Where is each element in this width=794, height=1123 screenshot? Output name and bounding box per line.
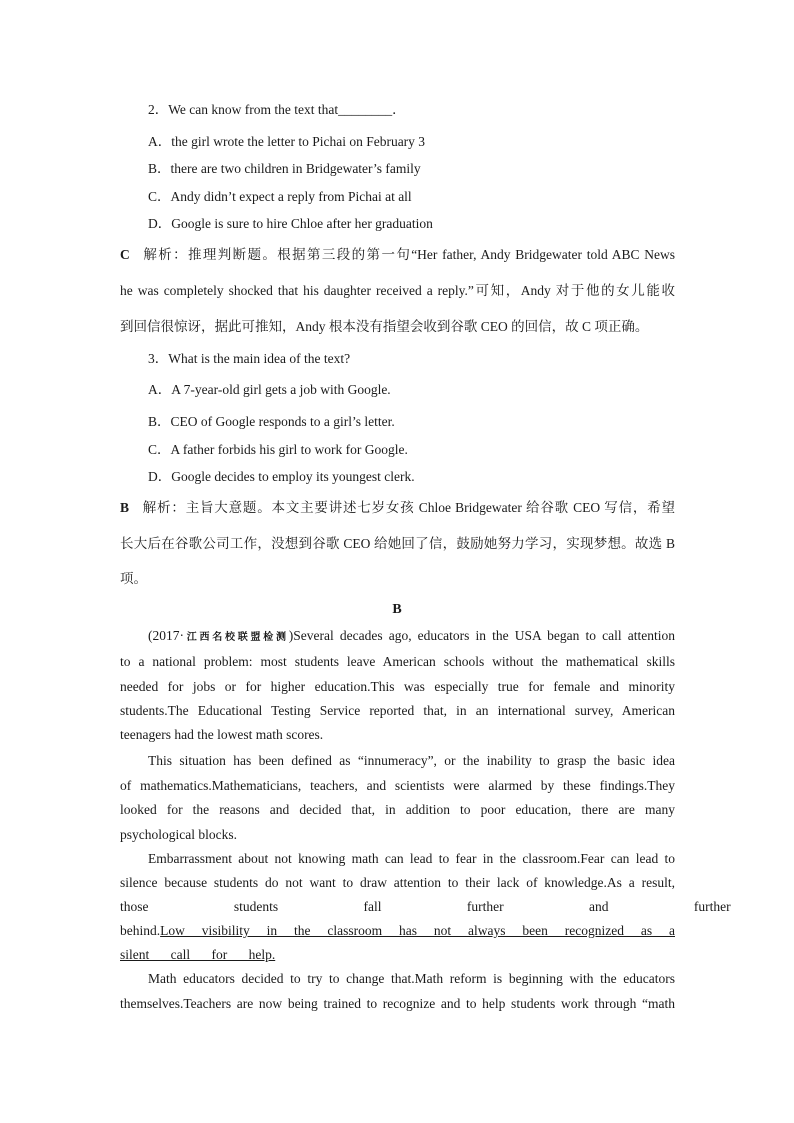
passage-p3-line-1: Embarrassment about not knowing math can lead to fear in the classroom.Fear can lead to — [148, 851, 675, 866]
q3-option-a: A．A 7-year-old girl gets a job with Google. — [148, 382, 391, 397]
q2-option-c: C．Andy didn’t expect a reply from Pichai at all — [148, 189, 412, 204]
q2-option-a: A．the girl wrote the letter to Pichai on February 3 — [148, 134, 426, 149]
q2-explanation-text-1: 解析：推理判断题。根据第三段的第一句“Her father, Andy Bridgewater told ABC News — [142, 247, 675, 262]
q3-explanation-line-3: 项。 — [120, 571, 147, 586]
source-tag: 江西名校联盟检测 — [184, 632, 289, 643]
q2-explanation-line-3: 到回信很惊讶，据此可推知，Andy 根本没有指望会收到谷歌 CEO 的回信，故 C 项正确。 — [120, 319, 649, 334]
passage-p3-line-3: those students fall further and further — [120, 899, 731, 914]
q2-option-d: D．Google is sure to hire Chloe after her graduation — [148, 216, 433, 231]
q3-explanation-line-2: 长大后在谷歌公司工作，没想到谷歌 CEO 给她回了信，鼓励她努力学习，实现梦想。故选 B — [120, 536, 675, 551]
passage-p3-line-2: silence because students do not want to draw attention to their lack of knowledge.As a result, — [120, 875, 675, 890]
passage-p4-line-2: themselves.Teachers are now being trained to recognize and to help students work through “math — [120, 996, 675, 1011]
passage-p1-line-3: needed for jobs or for higher education.This was especially true for female and minority — [120, 679, 675, 694]
passage-p1-line-4: students.The Educational Testing Service reported that, in an international survey, American — [120, 703, 675, 718]
passage-p2-line-3: looked for the reasons and decided that, in addition to poor education, there are many — [120, 802, 675, 817]
passage-p1-text-1: )Several decades ago, educators in the USA began to call attention — [288, 628, 675, 643]
q2-explanation-line-2: he was completely shocked that his daughter received a reply.”可知，Andy 对于他的女儿能收 — [120, 283, 675, 298]
q3-explanation-text-1: 解析：主旨大意题。本文主要讲述七岁女孩 Chloe Bridgewater 给谷歌 CEO 写信，希望 — [142, 500, 675, 515]
passage-p2-line-4: psychological blocks. — [120, 827, 237, 842]
q3-option-c: C．A father forbids his girl to work for Google. — [148, 442, 408, 457]
underlined-sentence-part-1: Low visibility in the classroom has not always been recognized as a — [160, 923, 675, 938]
passage-p3-line-4 — [120, 922, 675, 940]
q2-answer-letter: C — [120, 247, 130, 262]
passage-p2-line-1: This situation has been defined as “innumeracy”, or the inability to grasp the basic idea — [148, 753, 675, 768]
source-year: (2017· — [148, 628, 184, 643]
q3-option-b: B．CEO of Google responds to a girl’s letter. — [148, 414, 395, 429]
passage-p4-line-1: Math educators decided to try to change that.Math reform is beginning with the educators — [148, 971, 675, 986]
underlined-sentence-part-2: silent call for help. — [120, 947, 276, 962]
question-2-stem: 2．We can know from the text that________． — [148, 102, 406, 117]
passage-p3-line-5 — [120, 946, 675, 964]
passage-p2-line-2: of mathematics.Mathematicians, teachers, and scientists were alarmed by these findings.They — [120, 778, 675, 793]
passage-p3-line-4-plain: behind. — [120, 923, 161, 938]
q3-option-d: D．Google decides to employ its youngest clerk. — [148, 469, 415, 484]
passage-p1-line-2: to a national problem: most students leave American schools without the mathematical skills — [120, 654, 675, 669]
question-3-stem: 3．What is the main idea of the text? — [148, 351, 351, 366]
q3-explanation-line-1 — [120, 499, 675, 517]
q3-answer-letter: B — [120, 500, 130, 515]
q2-option-b: B．there are two children in Bridgewater’s family — [148, 161, 421, 176]
passage-p1-line-1 — [148, 627, 675, 647]
passage-p1-line-5: teenagers had the lowest math scores. — [120, 727, 324, 742]
passage-title: B — [392, 602, 402, 617]
q2-explanation-line-1 — [120, 246, 675, 264]
